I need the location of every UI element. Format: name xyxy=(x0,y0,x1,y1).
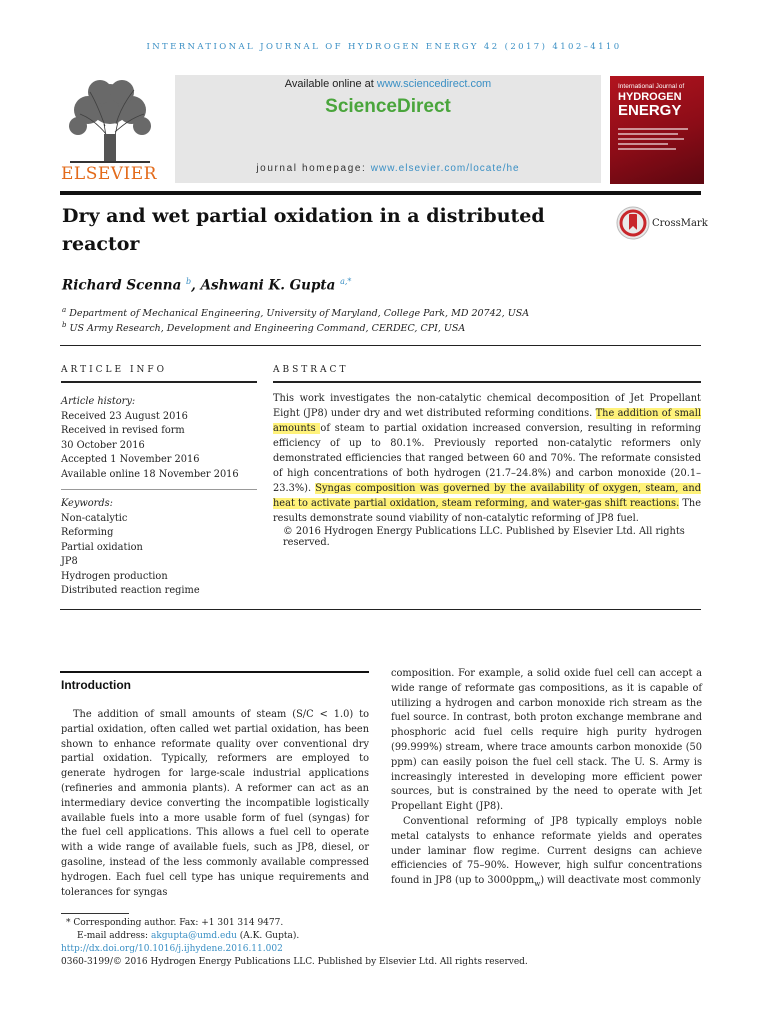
abstract-label: ABSTRACT xyxy=(273,365,349,375)
abstract-copyright: © 2016 Hydrogen Energy Publications LLC. Published by Elsevier Ltd. All rights reserved. xyxy=(283,526,685,548)
introduction-left-paragraph: The addition of small amounts of steam (S/C < 1.0) to partial oxidation, often called wet partial oxidation, has been shown to enhance reformate quality over conventional dry partial oxidation. Typically, reformers are employed to generate hydrogen for large-scale industrial applications (refineries and ammonia plants). A reformer can act as an intermediary device converting the incompatible logistically available fuels into a more usable form of fuel (syngas) for the fuel cell applications. This allows a fuel cell to operate with a wide range of available fuels, such as JP8, diesel, or gasoline, instead of the less commonly available compressed hydrogen. Each fuel cell type has unique requirements and tolerances for syngas xyxy=(61,709,369,898)
affiliation-divider xyxy=(60,345,701,346)
email-line xyxy=(77,931,299,941)
info-separator xyxy=(61,489,257,490)
journal-homepage-line xyxy=(175,163,601,174)
abstract-highlight: Syngas composition was governed by the availability of oxygen, steam, and heat to activate partial oxidation, steam reforming, and water-gas shift reactions. xyxy=(273,483,701,509)
corresponding-author-note: * Corresponding author. Fax: +1 301 314 9477. xyxy=(66,918,284,928)
abstract-highlight: The addition of small amounts xyxy=(273,408,701,434)
keywords xyxy=(61,497,257,599)
header-divider xyxy=(60,191,701,195)
history-item: Available online 18 November 2016 xyxy=(61,468,239,480)
affiliation-mark: a xyxy=(62,306,67,314)
keywords-label: Keywords: xyxy=(61,498,113,509)
affiliation-text: Department of Mechanical Engineering, University of Maryland, College Park, MD 20742, USA xyxy=(69,308,530,320)
keyword-item: Reforming xyxy=(61,527,114,538)
affiliation-mark: b xyxy=(62,321,67,329)
introduction-rule xyxy=(60,671,369,673)
journal-citation-line: INTERNATIONAL JOURNAL OF HYDROGEN ENERGY 42 (2017) 4102–4110 xyxy=(146,42,622,52)
author-affiliation-mark[interactable]: b xyxy=(186,277,192,286)
abstract-text xyxy=(273,391,701,526)
keyword-item: Partial oxidation xyxy=(61,541,143,553)
email-prefix: E-mail address: xyxy=(77,931,151,941)
keyword-item: Distributed reaction regime xyxy=(61,585,200,596)
author-name[interactable]: Richard Scenna xyxy=(62,277,182,294)
author-affiliation-mark[interactable]: a,* xyxy=(340,277,352,286)
paragraph-text: ) will deactivate most commonly xyxy=(540,875,701,887)
crossmark-label[interactable]: CrossMark xyxy=(652,218,708,229)
history-label: Article history: xyxy=(61,396,136,407)
doi-link[interactable] xyxy=(61,944,283,954)
cover-line-3: ENERGY xyxy=(618,101,682,119)
homepage-prefix: journal homepage: xyxy=(256,163,371,174)
keyword-item: Non-catalytic xyxy=(61,512,128,524)
cover-decoration xyxy=(618,128,688,153)
history-item: Received 23 August 2016 xyxy=(61,410,188,422)
history-item: 30 October 2016 xyxy=(61,439,145,451)
keyword-item: Hydrogen production xyxy=(61,570,168,582)
footnote-rule xyxy=(61,913,129,914)
email-link[interactable]: akgupta@umd.edu xyxy=(150,931,237,941)
introduction-heading: Introduction xyxy=(61,678,131,692)
affiliation-a xyxy=(62,306,529,319)
history-item: Accepted 1 November 2016 xyxy=(61,454,200,465)
author-list: Richard Scenna $^b$, Ashwani K. Gupta $^{a,*}$ xyxy=(62,277,352,294)
affiliation-text: US Army Research, Development and Engineering Command, CERDEC, CPI, USA xyxy=(69,323,466,335)
cover-line-2: HYDROGEN xyxy=(618,90,682,103)
subscript: w xyxy=(534,880,541,889)
paragraph-text: Conventional reforming of JP8 typically employs noble metal catalysts to enhance reformate yields and operates under laminar flow regime. Current designs can achieve efficiencies of 75–90%. However, high sulfur concentrations found in JP8 (up to 3000ppm xyxy=(391,815,702,887)
article-info-rule xyxy=(61,381,257,383)
article-info-label: ARTICLE INFO xyxy=(61,365,168,375)
available-online-line xyxy=(175,78,601,90)
sciencedirect-link[interactable]: www.sciencedirect.com xyxy=(376,78,492,90)
sciencedirect-logo: ScienceDirect xyxy=(325,96,451,117)
author-name[interactable]: Ashwani K. Gupta xyxy=(200,277,336,294)
abstract-part: The results demonstrate sound viability of non-catalytic reforming of JP8 fuel. xyxy=(273,498,702,524)
crossmark-icon[interactable] xyxy=(616,206,650,240)
abstract-rule xyxy=(273,381,701,383)
journal-cover-title xyxy=(618,84,698,118)
available-online-prefix: Available online at xyxy=(284,78,377,90)
keyword-item: JP8 xyxy=(61,556,78,567)
abstract-part: This work investigates the non-catalytic chemical decomposition of Jet Propellant Eight (JP8) under dry and wet distributed reforming conditions. xyxy=(273,393,701,419)
affiliation-b xyxy=(62,321,465,334)
abstract-bottom-divider xyxy=(60,609,701,610)
introduction-right-paragraph: composition. For example, a solid oxide fuel cell can accept a wide range of reformate gas compositions, as it is capable of utilizing a hydrogen and carbon monoxide rich stream as the fuel source. In contrast, both proton exchange membrane and phosphoric acid fuel cells require high purity hydrogen (99.999%) stream, where trace amounts carbon monoxide (50 ppm) can easily poison the fuel cell stack. The U. S. Army is increasingly interested in developing more efficient power sources, but is constrained by the need to operate with Jet Propellant Eight (JP8). xyxy=(391,668,702,813)
introduction-right-paragraph xyxy=(391,815,702,892)
introduction-right-column xyxy=(391,667,702,892)
doi-text[interactable]: http://dx.doi.org/10.1016/j.ijhydene.2016.11.002 xyxy=(61,944,283,954)
elsevier-wordmark: ELSEVIER xyxy=(61,164,157,184)
abstract-part: of steam to partial oxidation increased conversion, resulting in reforming efficiency of up to 80.1%. Previously reported non-catalytic reformers only demonstrated efficiencies that ranged between 60 and 70%. The reformate consisted of high concentrations of both hydrogen (21.7–24.8%) and carbon monoxide (20.1–23.3%). xyxy=(273,423,701,494)
journal-homepage-link[interactable]: www.elsevier.com/locate/he xyxy=(370,163,520,174)
email-suffix: (A.K. Gupta). xyxy=(236,931,300,941)
cover-line-1: International Journal of xyxy=(618,83,685,90)
issn-line: 0360-3199/© 2016 Hydrogen Energy Publications LLC. Published by Elsevier Ltd. All rights reserved. xyxy=(61,957,528,967)
history-item: Received in revised form xyxy=(61,425,185,436)
article-title: Dry and wet partial oxidation in a distributed reactor xyxy=(62,205,545,255)
article-history xyxy=(61,395,257,482)
